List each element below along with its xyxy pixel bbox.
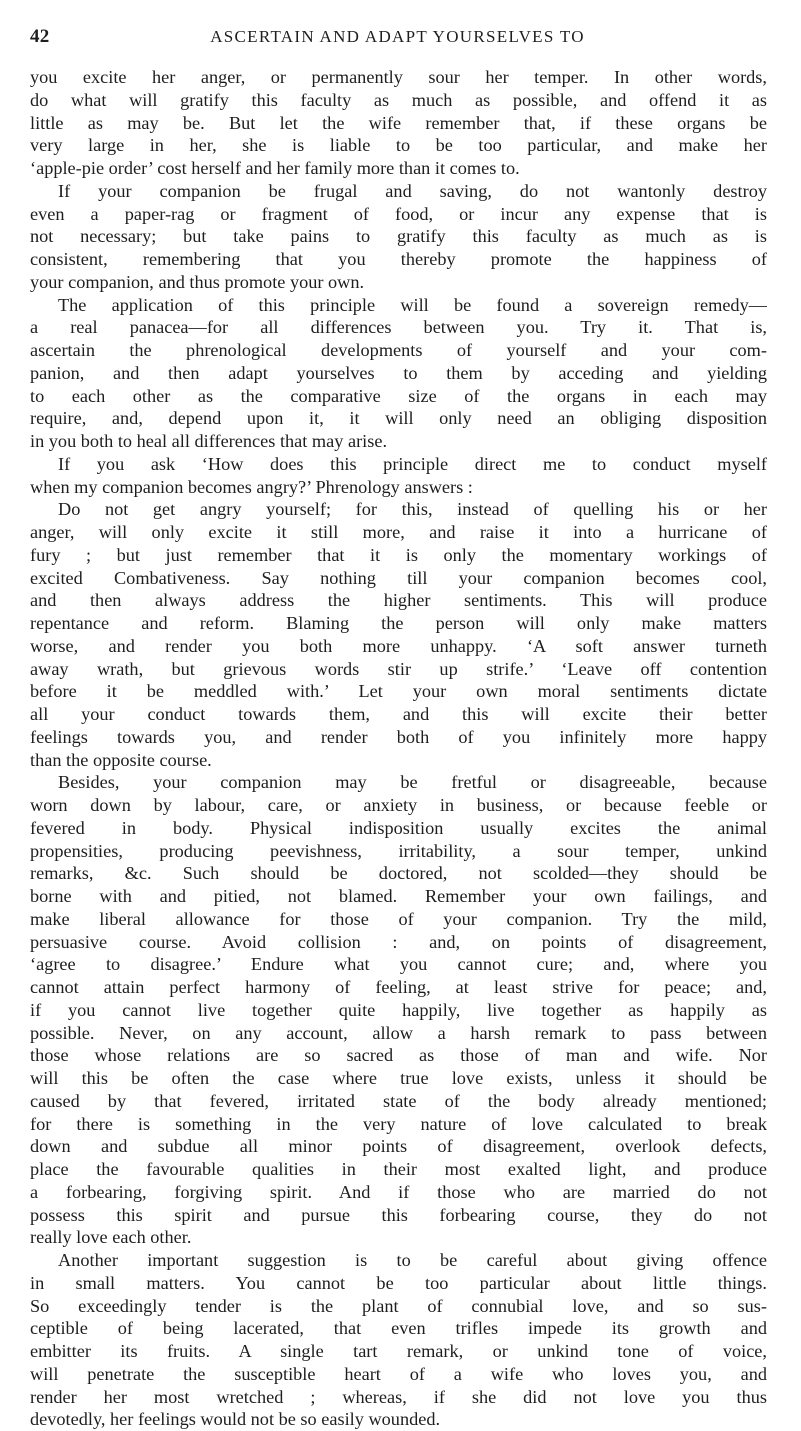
text-line: than the opposite course. (30, 749, 212, 770)
text-line: make liberal allowance for those of your companion. Try the mild, (30, 908, 767, 929)
text-line: those whose relations are so sacred as those of man and wife. Nor (30, 1045, 767, 1066)
text-line: persuasive course. Avoid collision : and, on points of disagreement, (30, 931, 767, 952)
text-line: If your companion be frugal and saving, do not wantonly destroy (58, 180, 767, 201)
text-line: repentance and reform. Blaming the person will only make matters (30, 613, 767, 633)
running-title: ASCERTAIN AND ADAPT YOURSELVES TO (210, 27, 585, 46)
text-line: to each other as the comparative size of the organs in each may (30, 385, 767, 406)
text-line: borne with and pitied, not blamed. Remember your own failings, and (30, 886, 767, 906)
text-line: before it be meddled with.’ Let your own moral sentiments dictate (30, 681, 767, 702)
text-line: So exceedingly tender is the plant of connubial love, and so sus- (30, 1295, 767, 1316)
text-line: really love each other. (30, 1227, 192, 1248)
text-line: devotedly, her feelings would not be so easily wounded. (30, 1409, 441, 1430)
text-line: you excite her anger, or permanently sour her temper. In other words, (30, 67, 767, 87)
text-line: worse, and render you both more unhappy. ‘A soft answer turneth (30, 635, 767, 656)
text-line: very large in her, she is liable to be too particular, and make her (30, 135, 767, 156)
text-line: in you both to heal all differences that may arise. (30, 431, 388, 451)
text-line: will penetrate the susceptible heart of a wife who loves you, and (30, 1363, 767, 1384)
text-line: fevered in body. Physical indisposition usually excites the animal (30, 817, 767, 838)
text-line: do what will gratify this faculty as much as possible, and offend it as (30, 89, 767, 110)
text-line: possess this spirit and pursue this forbearing course, they do not (30, 1204, 767, 1225)
text-line: If you ask ‘How does this principle direct me to conduct myself (58, 453, 767, 474)
text-line: possible. Never, on any account, allow a harsh remark to pass between (30, 1022, 767, 1043)
text-line: when my companion becomes angry?’ Phrenology answers : (30, 476, 473, 497)
text-line: worn down by labour, care, or anxiety in business, or because feeble or (30, 795, 767, 815)
running-head (30, 26, 765, 48)
text-line: even a paper-rag or fragment of food, or incur any expense that is (30, 203, 767, 224)
text-line: Besides, your companion may be fretful or disagreeable, because (58, 772, 767, 793)
text-line: fury ; but just remember that it is only the momentary workings of (30, 544, 767, 565)
text-line: ‘apple-pie order’ cost herself and her family more than it comes to. (30, 158, 520, 178)
text-line: panion, and then adapt yourselves to them by acceding and yielding (30, 362, 767, 383)
text-line: remarks, &c. Such should be doctored, not scolded—they should be (30, 863, 767, 884)
text-line: anger, will only excite it still more, and raise it into a hurricane of (30, 522, 767, 542)
text-line: in small matters. You cannot be too particular about little things. (30, 1272, 767, 1293)
text-line: all your conduct towards them, and this will excite their better (30, 704, 767, 724)
text-line: propensities, producing peevishness, irritability, a sour temper, unkind (30, 840, 767, 861)
text-line: require, and, depend upon it, it will only need an obliging disposition (30, 408, 767, 429)
text-line: if you cannot live together quite happily, live together as happily as (30, 999, 767, 1020)
text-line: for there is something in the very nature of love calculated to break (30, 1113, 767, 1134)
text-line: consistent, remembering that you thereby promote the happiness of (30, 249, 767, 269)
text-line: will this be often the case where true love exists, unless it should be (30, 1068, 767, 1088)
page-number: 42 (30, 26, 50, 47)
body-text (30, 66, 767, 1431)
text-line: little as may be. But let the wife remember that, if these organs be (30, 112, 767, 133)
text-line: caused by that fevered, irritated state of the body already mentioned; (30, 1090, 767, 1111)
text-line: your companion, and thus promote your own. (30, 271, 365, 292)
text-line: embitter its fruits. A single tart remark, or unkind tone of voice, (30, 1341, 767, 1361)
text-line: down and subdue all minor points of disagreement, overlook defects, (30, 1136, 767, 1157)
text-line: and then always address the higher sentiments. This will produce (30, 590, 767, 611)
text-line: ceptible of being lacerated, that even trifles impede its growth and (30, 1318, 767, 1339)
text-line: render her most wretched ; whereas, if she did not love you thus (30, 1386, 767, 1407)
text-line: a forbearing, forgiving spirit. And if those who are married do not (30, 1181, 767, 1202)
text-line: cannot attain perfect harmony of feeling, at least strive for peace; and, (30, 977, 767, 997)
text-line: excited Combativeness. Say nothing till your companion becomes cool, (30, 567, 767, 588)
text-line: Do not get angry yourself; for this, instead of quelling his or her (58, 499, 767, 520)
text-line: The application of this principle will be found a sovereign remedy— (58, 294, 767, 315)
text-line: not necessary; but take pains to gratify this faculty as much as is (30, 226, 767, 247)
text-line: Another important suggestion is to be careful about giving offence (58, 1250, 767, 1270)
text-line: a real panacea—for all differences between you. Try it. That is, (30, 317, 767, 338)
text-line: place the favourable qualities in their most exalted light, and produce (30, 1159, 767, 1179)
text-line: ‘agree to disagree.’ Endure what you cannot cure; and, where you (30, 954, 767, 975)
text-line: away wrath, but grievous words stir up strife.’ ‘Leave off contention (30, 658, 767, 679)
text-line: feelings towards you, and render both of you infinitely more happy (30, 726, 767, 747)
text-line: ascertain the phrenological developments of yourself and your com- (30, 340, 767, 360)
